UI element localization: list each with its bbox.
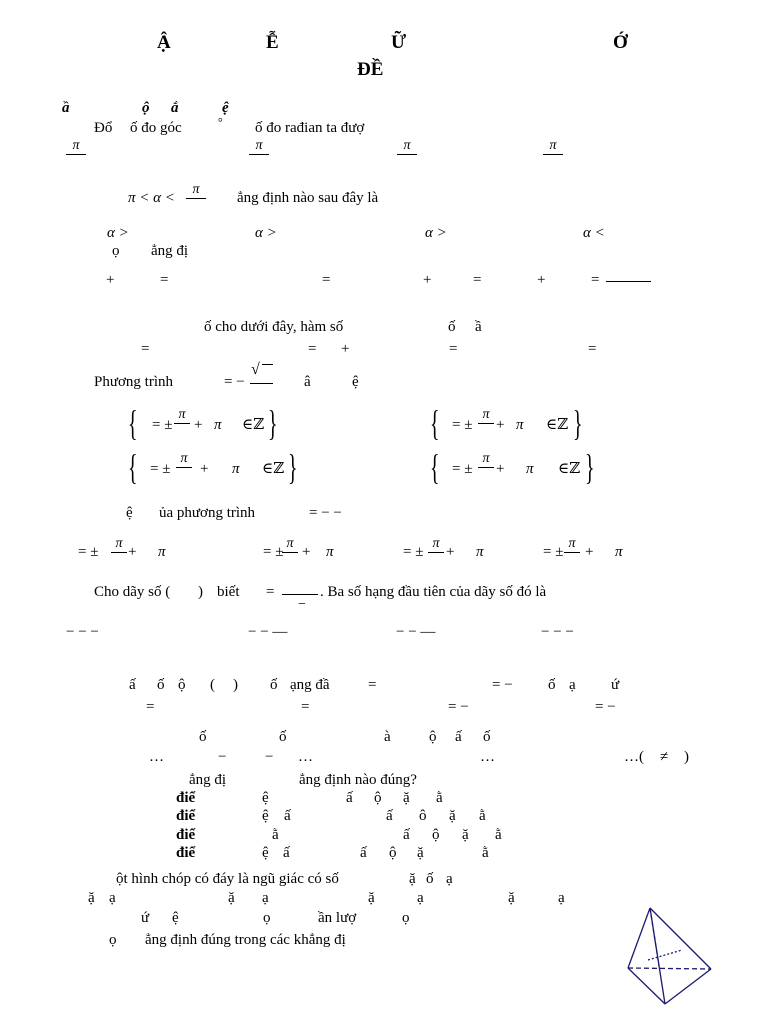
q1-option-a: [66, 139, 86, 155]
exam-subtitle: ĐỀ: [357, 59, 384, 80]
q8-option-b-text: ấ: [284, 808, 291, 824]
q8-option-b-text: ô: [419, 808, 427, 824]
title-glyph: Ữ: [391, 32, 407, 53]
q8-sequence-fragment: ≠: [660, 749, 669, 765]
pi-fraction: [282, 537, 298, 553]
plus-sign: +: [585, 544, 594, 560]
q8-option-d-text: ệ: [262, 845, 269, 861]
pyramid-figure: [624, 904, 716, 1006]
q9-option-fragment: ạ: [558, 890, 565, 906]
pi-fraction: [176, 452, 192, 468]
integer-set: ∈ℤ: [262, 461, 285, 477]
q8-text-fragment: à: [384, 729, 391, 745]
pi-symbol: π: [615, 544, 623, 560]
pyramid-hidden-edge: [648, 950, 682, 960]
q5-stem-text: ệ: [126, 505, 133, 521]
integer-set: ∈ℤ: [546, 417, 569, 433]
q1-heading-glyph: ắ: [171, 100, 179, 116]
plus-sign: +: [200, 461, 209, 477]
pi-symbol: π: [526, 461, 534, 477]
pi-fraction: [428, 537, 444, 553]
q4-stem-text: â: [304, 374, 311, 390]
pi-fraction: [478, 408, 494, 424]
q8-option-a-text: ằ: [436, 790, 443, 806]
fraction-bar: [564, 552, 580, 553]
q8-sequence-fragment: …(: [624, 749, 644, 765]
pi-symbol: π: [72, 138, 80, 153]
left-brace: {: [430, 403, 440, 443]
q1-option-b: [249, 139, 269, 155]
q4-option-c: [128, 446, 303, 490]
title-glyph: Ậ: [157, 32, 171, 53]
q6-stem-text: ): [198, 584, 203, 600]
fraction-bar: [478, 467, 494, 468]
plus-sign: +: [496, 461, 505, 477]
q6-stem-text: biết: [217, 584, 240, 600]
q8-text-fragment: ấ: [455, 729, 462, 745]
q7-text-fragment: ): [233, 677, 238, 693]
q2-option-c: α >: [425, 225, 447, 241]
q1-heading-glyph: ộ: [142, 100, 150, 116]
fraction-bar: [250, 383, 273, 384]
q8-option-b-text: ằ: [479, 808, 486, 824]
q3-option-symbol: =: [141, 341, 150, 357]
left-brace: {: [430, 447, 440, 487]
pyramid-hidden-edge: [628, 968, 711, 969]
q6-stem-text: Cho dãy số (: [94, 584, 171, 600]
fraction-bar: [282, 594, 318, 595]
q7-text-fragment: ộ: [178, 677, 186, 693]
q9-option-fragment: ặ: [368, 890, 375, 906]
fraction-bar: [111, 552, 127, 553]
right-brace: }: [288, 447, 298, 487]
q3-option-symbol: +: [341, 341, 350, 357]
q2-sub-option-symbol: =: [322, 272, 331, 288]
pi-fraction: [478, 452, 494, 468]
fraction-bar: [478, 423, 494, 424]
q4-stem-math: = −: [224, 374, 245, 390]
q2-stem-text: ẳng định nào sau đây là: [237, 190, 379, 206]
q8-sequence-fragment: …: [298, 749, 313, 765]
q9-option-fragment: ạ: [262, 890, 269, 906]
q1-heading-glyph: ệ: [222, 100, 229, 116]
q8-option-b-text: ấ: [386, 808, 393, 824]
q2-stem-fraction: [186, 183, 206, 199]
q2-sub-option-symbol: =: [473, 272, 482, 288]
q5-stem-math: = − −: [309, 505, 342, 521]
q6-stem-math: =: [266, 584, 275, 600]
q8-option-d-text: ộ: [389, 845, 397, 861]
q7-text-fragment: ứ: [611, 677, 620, 693]
q8-sequence-fragment: −: [218, 749, 227, 765]
pyramid-height: [650, 908, 659, 966]
q4-stem-text: ệ: [352, 374, 359, 390]
pyramid-edge: [665, 969, 711, 1004]
pi-fraction: [111, 537, 127, 553]
q7-option-a: =: [146, 699, 155, 715]
q9-stem-text: ột hình chóp có đáy là ngũ giác có số: [116, 871, 339, 887]
q8-text-fragment: ố: [483, 729, 491, 745]
right-brace: }: [268, 403, 278, 443]
plus-sign: +: [128, 544, 137, 560]
pyramid-edge: [628, 968, 665, 1004]
q9-option-fragment: ặ: [88, 890, 95, 906]
q3-option-symbol: =: [308, 341, 317, 357]
option-equation: = ±: [452, 417, 473, 433]
q8-option-a-text: ặ: [403, 790, 410, 806]
pi-symbol: π: [180, 451, 188, 466]
fraction-bar: [282, 552, 298, 553]
title-glyph: Ớ: [613, 32, 628, 53]
q7-text-fragment: ấ: [129, 677, 136, 693]
pi-symbol: π: [286, 536, 294, 551]
q8-option-a-text: ệ: [262, 790, 269, 806]
plus-sign: +: [446, 544, 455, 560]
fraction-bar: [186, 198, 206, 199]
q9-text-fragment: ệ: [172, 910, 179, 926]
q9-stem-text: ạ: [446, 871, 453, 887]
q8-stem-text: ẳng định nào đúng?: [299, 772, 417, 788]
q7-option-d: = −: [595, 699, 616, 715]
sqrt-overline: [262, 364, 273, 365]
q3-stem-text: ố: [448, 319, 456, 335]
integer-set: ∈ℤ: [242, 417, 265, 433]
q1-stem-text: Đổ: [94, 120, 113, 136]
pi-symbol: π: [326, 544, 334, 560]
q5-option-d-equation: = ±: [543, 544, 564, 560]
q9-text-fragment: ọ: [263, 910, 271, 926]
pi-symbol: π: [516, 417, 524, 433]
pi-symbol: π: [482, 451, 490, 466]
pi-symbol: π: [158, 544, 166, 560]
q9-option-fragment: ạ: [417, 890, 424, 906]
pyramid-edge: [650, 908, 711, 969]
fraction-bar: [66, 154, 86, 155]
q4-stem-text: Phương trình: [94, 374, 173, 390]
q1-stem-text: ố đo góc: [130, 120, 182, 136]
q2-stem-inequality: π < α <: [128, 190, 175, 206]
q2-sub-option-symbol: +: [106, 272, 115, 288]
q4-option-d: [430, 446, 605, 490]
q9-stem-text: ặ: [409, 871, 416, 887]
q9-text-fragment: ọ: [402, 910, 410, 926]
q1-stem-text: ố đo rađian ta đượ: [255, 120, 365, 136]
fraction-bar: [174, 423, 190, 424]
q6-stem-denominator: −: [298, 597, 306, 612]
right-brace: }: [585, 447, 595, 487]
fraction-bar: [543, 154, 563, 155]
q2-sub-stem-text: ẳng đị: [151, 243, 189, 259]
pi-symbol: π: [482, 407, 490, 422]
pi-symbol: π: [403, 138, 411, 153]
q1-option-d: [543, 139, 563, 155]
q7-text-fragment: =: [368, 677, 377, 693]
q4-option-b: [430, 402, 605, 446]
q6-option-c: − − —: [396, 624, 436, 640]
q8-option-d-text: ấ: [283, 845, 290, 861]
q8-option-d-text: ấ: [360, 845, 367, 861]
fraction-bar: [606, 281, 651, 282]
fraction-bar: [249, 154, 269, 155]
option-equation: = ±: [452, 461, 473, 477]
q8-option-b-text: điể: [176, 808, 196, 824]
pi-fraction: [564, 537, 580, 553]
q9-text-fragment: ứ: [141, 910, 150, 926]
q4-option-a: [128, 402, 303, 446]
pi-symbol: π: [549, 138, 557, 153]
q8-option-c-text: điể: [176, 827, 196, 843]
q2-option-a: α >: [107, 225, 129, 241]
q2-sub-option-symbol: +: [537, 272, 546, 288]
fraction-bar: [397, 154, 417, 155]
left-brace: {: [128, 403, 138, 443]
option-equation: = ±: [152, 417, 173, 433]
fraction-bar: [428, 552, 444, 553]
q2-option-b: α >: [255, 225, 277, 241]
q8-text-fragment: ố: [199, 729, 207, 745]
q5-option-a-equation: = ±: [78, 544, 99, 560]
pi-symbol: π: [476, 544, 484, 560]
q6-option-d: − − −: [541, 624, 574, 640]
q7-text-fragment: ạ: [569, 677, 576, 693]
integer-set: ∈ℤ: [558, 461, 581, 477]
q8-option-d-text: ặ: [417, 845, 424, 861]
q8-sequence-fragment: ): [684, 749, 689, 765]
q7-option-c: = −: [448, 699, 469, 715]
plus-sign: +: [194, 417, 203, 433]
option-equation: = ±: [150, 461, 171, 477]
pi-symbol: π: [115, 536, 123, 551]
q9-text-fragment: ần lượ: [318, 910, 357, 926]
fraction-bar: [176, 467, 192, 468]
q8-sequence-fragment: −: [265, 749, 274, 765]
pi-symbol: π: [178, 407, 186, 422]
q7-text-fragment: (: [210, 677, 215, 693]
q8-option-c-text: ấ: [403, 827, 410, 843]
q8-sequence-fragment: …: [480, 749, 495, 765]
q7-text-fragment: ố: [270, 677, 278, 693]
q3-stem-text: ố cho dưới đây, hàm số: [204, 319, 344, 335]
q8-option-b-text: ệ: [262, 808, 269, 824]
q7-text-fragment: ố: [157, 677, 165, 693]
q9-option-fragment: ặ: [228, 890, 235, 906]
q1-option-c: [397, 139, 417, 155]
q2-option-d: α <: [583, 225, 605, 241]
q9-stem-text: ố: [426, 871, 434, 887]
q8-option-c-text: ộ: [432, 827, 440, 843]
pi-symbol: π: [255, 138, 263, 153]
q7-option-b: =: [301, 699, 310, 715]
pi-symbol: π: [192, 182, 200, 197]
right-brace: }: [573, 403, 583, 443]
q7-text-fragment: ố: [548, 677, 556, 693]
q9-text-fragment: ẳng định đúng trong các khẳng đị: [145, 932, 346, 948]
q9-option-fragment: ặ: [508, 890, 515, 906]
pi-fraction: [174, 408, 190, 424]
pi-symbol: π: [232, 461, 240, 477]
q6-option-a: − − −: [66, 624, 99, 640]
q5-option-c-equation: = ±: [403, 544, 424, 560]
q5-option-b-equation: = ±: [263, 544, 284, 560]
q2-sub-option-symbol: =: [160, 272, 169, 288]
q8-option-a-text: ấ: [346, 790, 353, 806]
q8-option-b-text: ặ: [449, 808, 456, 824]
q8-option-a-text: ộ: [374, 790, 382, 806]
q8-option-d-text: điể: [176, 845, 196, 861]
q5-stem-text: ủa phương trình: [159, 505, 256, 521]
left-brace: {: [128, 447, 138, 487]
q3-stem-text: ầ: [475, 319, 482, 335]
q2-sub-option-symbol: +: [423, 272, 432, 288]
q3-option-symbol: =: [588, 341, 597, 357]
q9-option-fragment: ạ: [109, 890, 116, 906]
pi-symbol: π: [214, 417, 222, 433]
q8-option-c-text: ặ: [462, 827, 469, 843]
q9-text-fragment: ọ: [109, 932, 117, 948]
q8-option-c-text: ằ: [272, 827, 279, 843]
q2-sub-stem-text: ọ: [112, 243, 120, 259]
q3-option-symbol: =: [449, 341, 458, 357]
q7-text-fragment: = −: [492, 677, 513, 693]
pyramid-edge: [628, 908, 650, 968]
q6-stem-text: . Ba số hạng đầu tiên của dãy số đó là: [320, 584, 547, 600]
degree-symbol: °: [218, 115, 223, 129]
q8-text-fragment: ộ: [429, 729, 437, 745]
pi-symbol: π: [432, 536, 440, 551]
q8-option-c-text: ằ: [495, 827, 502, 843]
title-glyph: Ễ: [266, 32, 279, 53]
q8-option-d-text: ằ: [482, 845, 489, 861]
q8-option-a-text: điể: [176, 790, 196, 806]
q8-text-fragment: ố: [279, 729, 287, 745]
q2-sub-option-symbol: =: [591, 272, 600, 288]
q8-stem-text: ẳng đị: [189, 772, 227, 788]
q8-sequence-fragment: …: [149, 749, 164, 765]
q1-heading-glyph: ầ: [62, 100, 70, 116]
plus-sign: +: [496, 417, 505, 433]
sqrt-symbol: √: [251, 361, 260, 378]
q6-option-b: − − —: [248, 624, 288, 640]
q7-text-fragment: ạng đầ: [290, 677, 330, 693]
plus-sign: +: [302, 544, 311, 560]
pi-symbol: π: [568, 536, 576, 551]
